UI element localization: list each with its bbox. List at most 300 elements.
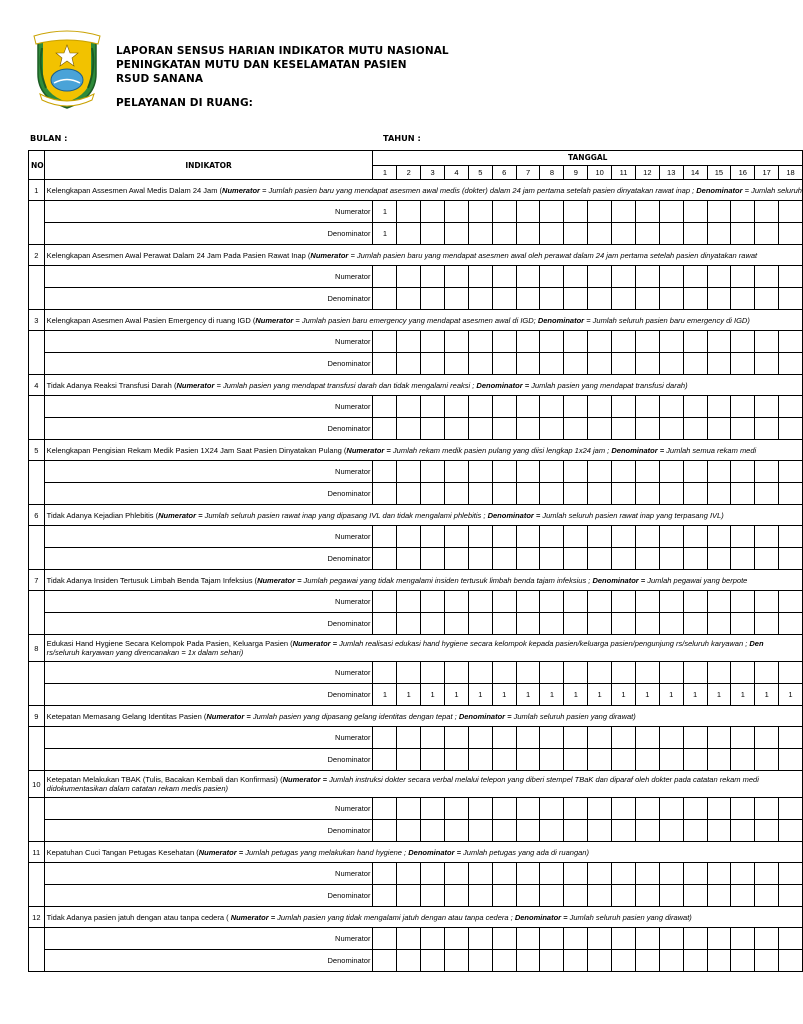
numerator-day-cell[interactable] <box>755 798 779 820</box>
numerator-day-cell[interactable] <box>516 662 540 684</box>
numerator-day-cell[interactable] <box>731 526 755 548</box>
numerator-day-cell[interactable] <box>397 201 421 223</box>
numerator-day-cell[interactable] <box>397 331 421 353</box>
denominator-day-cell[interactable] <box>659 885 683 907</box>
numerator-day-cell[interactable] <box>612 798 636 820</box>
denominator-day-cell[interactable] <box>421 950 445 972</box>
numerator-day-cell[interactable] <box>588 396 612 418</box>
numerator-day-cell[interactable] <box>635 331 659 353</box>
numerator-day-cell[interactable] <box>397 461 421 483</box>
numerator-day-cell[interactable] <box>659 331 683 353</box>
denominator-day-cell[interactable] <box>421 613 445 635</box>
numerator-day-cell[interactable] <box>707 662 731 684</box>
numerator-day-cell[interactable] <box>659 863 683 885</box>
numerator-day-cell[interactable] <box>540 266 564 288</box>
numerator-day-cell[interactable] <box>373 266 397 288</box>
numerator-day-cell[interactable] <box>373 928 397 950</box>
denominator-day-cell[interactable] <box>659 548 683 570</box>
denominator-day-cell[interactable] <box>635 749 659 771</box>
numerator-day-cell[interactable] <box>492 591 516 613</box>
numerator-day-cell[interactable] <box>612 396 636 418</box>
numerator-day-cell[interactable] <box>659 662 683 684</box>
numerator-day-cell[interactable] <box>421 526 445 548</box>
denominator-day-cell[interactable] <box>635 483 659 505</box>
denominator-day-cell[interactable] <box>683 223 707 245</box>
denominator-day-cell[interactable] <box>588 288 612 310</box>
numerator-day-cell[interactable] <box>659 928 683 950</box>
denominator-day-cell[interactable] <box>659 353 683 375</box>
numerator-day-cell[interactable] <box>635 526 659 548</box>
numerator-day-cell[interactable] <box>707 591 731 613</box>
denominator-day-cell[interactable] <box>397 483 421 505</box>
denominator-day-cell[interactable] <box>707 820 731 842</box>
numerator-day-cell[interactable] <box>421 662 445 684</box>
denominator-day-cell[interactable] <box>635 353 659 375</box>
denominator-day-cell[interactable] <box>492 353 516 375</box>
numerator-day-cell[interactable] <box>373 863 397 885</box>
denominator-day-cell[interactable] <box>421 483 445 505</box>
denominator-day-cell[interactable] <box>540 353 564 375</box>
numerator-day-cell[interactable] <box>683 526 707 548</box>
numerator-day-cell[interactable] <box>445 863 469 885</box>
numerator-day-cell[interactable] <box>516 461 540 483</box>
denominator-day-cell[interactable] <box>373 353 397 375</box>
numerator-day-cell[interactable] <box>540 201 564 223</box>
denominator-day-cell[interactable] <box>373 418 397 440</box>
numerator-day-cell[interactable] <box>612 928 636 950</box>
denominator-day-cell[interactable] <box>612 613 636 635</box>
numerator-day-cell[interactable] <box>635 928 659 950</box>
denominator-day-cell[interactable] <box>397 749 421 771</box>
numerator-day-cell[interactable] <box>635 266 659 288</box>
denominator-day-cell[interactable] <box>683 353 707 375</box>
numerator-day-cell[interactable] <box>445 928 469 950</box>
numerator-day-cell[interactable] <box>373 798 397 820</box>
denominator-day-cell[interactable] <box>468 950 492 972</box>
numerator-day-cell[interactable] <box>445 526 469 548</box>
denominator-day-cell[interactable] <box>731 749 755 771</box>
denominator-day-cell[interactable] <box>373 483 397 505</box>
numerator-day-cell[interactable] <box>635 798 659 820</box>
denominator-day-cell[interactable]: 1 <box>492 684 516 706</box>
denominator-day-cell[interactable] <box>659 950 683 972</box>
denominator-day-cell[interactable] <box>397 418 421 440</box>
denominator-day-cell[interactable] <box>421 548 445 570</box>
denominator-day-cell[interactable] <box>516 613 540 635</box>
denominator-day-cell[interactable] <box>492 613 516 635</box>
denominator-day-cell[interactable] <box>540 885 564 907</box>
denominator-day-cell[interactable] <box>468 613 492 635</box>
numerator-day-cell[interactable] <box>421 928 445 950</box>
denominator-day-cell[interactable]: 1 <box>516 684 540 706</box>
numerator-day-cell[interactable] <box>755 662 779 684</box>
denominator-day-cell[interactable] <box>564 353 588 375</box>
denominator-day-cell[interactable] <box>516 223 540 245</box>
numerator-day-cell[interactable] <box>516 396 540 418</box>
numerator-day-cell[interactable] <box>683 662 707 684</box>
denominator-day-cell[interactable] <box>492 749 516 771</box>
numerator-day-cell[interactable] <box>397 591 421 613</box>
denominator-day-cell[interactable] <box>445 353 469 375</box>
denominator-day-cell[interactable] <box>564 223 588 245</box>
numerator-day-cell[interactable] <box>612 526 636 548</box>
denominator-day-cell[interactable] <box>635 613 659 635</box>
denominator-day-cell[interactable] <box>373 749 397 771</box>
denominator-day-cell[interactable] <box>564 288 588 310</box>
numerator-day-cell[interactable] <box>421 396 445 418</box>
numerator-day-cell[interactable] <box>373 727 397 749</box>
denominator-day-cell[interactable] <box>683 418 707 440</box>
numerator-day-cell[interactable] <box>564 461 588 483</box>
denominator-day-cell[interactable] <box>779 353 803 375</box>
numerator-day-cell[interactable] <box>516 266 540 288</box>
numerator-day-cell[interactable] <box>397 662 421 684</box>
denominator-day-cell[interactable]: 1 <box>683 684 707 706</box>
denominator-day-cell[interactable]: 1 <box>731 684 755 706</box>
denominator-day-cell[interactable] <box>683 950 707 972</box>
numerator-day-cell[interactable] <box>635 863 659 885</box>
denominator-day-cell[interactable] <box>588 418 612 440</box>
denominator-day-cell[interactable] <box>421 223 445 245</box>
denominator-day-cell[interactable] <box>516 885 540 907</box>
denominator-day-cell[interactable] <box>588 885 612 907</box>
numerator-day-cell[interactable] <box>445 461 469 483</box>
denominator-day-cell[interactable] <box>564 483 588 505</box>
denominator-day-cell[interactable] <box>731 820 755 842</box>
numerator-day-cell[interactable] <box>445 591 469 613</box>
numerator-day-cell[interactable] <box>659 798 683 820</box>
denominator-day-cell[interactable] <box>612 418 636 440</box>
numerator-day-cell[interactable] <box>492 266 516 288</box>
denominator-day-cell[interactable] <box>707 288 731 310</box>
denominator-day-cell[interactable] <box>492 820 516 842</box>
numerator-day-cell[interactable] <box>635 201 659 223</box>
numerator-day-cell[interactable] <box>779 201 803 223</box>
numerator-day-cell[interactable] <box>564 662 588 684</box>
numerator-day-cell[interactable] <box>659 526 683 548</box>
numerator-day-cell[interactable] <box>707 798 731 820</box>
numerator-day-cell[interactable] <box>397 396 421 418</box>
numerator-day-cell[interactable] <box>659 266 683 288</box>
denominator-day-cell[interactable] <box>683 820 707 842</box>
denominator-day-cell[interactable] <box>468 820 492 842</box>
denominator-day-cell[interactable] <box>707 548 731 570</box>
denominator-day-cell[interactable] <box>731 950 755 972</box>
denominator-day-cell[interactable] <box>683 885 707 907</box>
denominator-day-cell[interactable] <box>397 548 421 570</box>
numerator-day-cell[interactable] <box>612 591 636 613</box>
denominator-day-cell[interactable] <box>492 950 516 972</box>
numerator-day-cell[interactable] <box>468 201 492 223</box>
denominator-day-cell[interactable] <box>445 749 469 771</box>
denominator-day-cell[interactable] <box>683 483 707 505</box>
numerator-day-cell[interactable] <box>421 727 445 749</box>
numerator-day-cell[interactable] <box>421 266 445 288</box>
denominator-day-cell[interactable] <box>588 749 612 771</box>
denominator-day-cell[interactable] <box>397 820 421 842</box>
numerator-day-cell[interactable] <box>731 591 755 613</box>
denominator-day-cell[interactable] <box>564 820 588 842</box>
denominator-day-cell[interactable] <box>492 418 516 440</box>
numerator-day-cell[interactable] <box>755 201 779 223</box>
numerator-day-cell[interactable] <box>755 526 779 548</box>
numerator-day-cell[interactable] <box>492 662 516 684</box>
numerator-day-cell[interactable] <box>540 662 564 684</box>
numerator-day-cell[interactable] <box>588 727 612 749</box>
numerator-day-cell[interactable] <box>540 461 564 483</box>
numerator-day-cell[interactable] <box>492 727 516 749</box>
denominator-day-cell[interactable] <box>755 548 779 570</box>
denominator-day-cell[interactable] <box>445 418 469 440</box>
denominator-day-cell[interactable] <box>373 613 397 635</box>
denominator-day-cell[interactable] <box>564 885 588 907</box>
numerator-day-cell[interactable] <box>492 396 516 418</box>
denominator-day-cell[interactable]: 1 <box>397 684 421 706</box>
numerator-day-cell[interactable] <box>779 266 803 288</box>
numerator-day-cell[interactable] <box>635 727 659 749</box>
numerator-day-cell[interactable] <box>659 461 683 483</box>
denominator-day-cell[interactable] <box>779 613 803 635</box>
numerator-day-cell[interactable] <box>516 798 540 820</box>
numerator-day-cell[interactable] <box>373 331 397 353</box>
numerator-day-cell[interactable] <box>516 727 540 749</box>
numerator-day-cell[interactable] <box>635 662 659 684</box>
numerator-day-cell[interactable] <box>421 798 445 820</box>
denominator-day-cell[interactable] <box>421 885 445 907</box>
denominator-day-cell[interactable] <box>445 885 469 907</box>
numerator-day-cell[interactable] <box>468 798 492 820</box>
denominator-day-cell[interactable] <box>373 820 397 842</box>
numerator-day-cell[interactable] <box>588 526 612 548</box>
denominator-day-cell[interactable] <box>755 353 779 375</box>
denominator-day-cell[interactable] <box>779 885 803 907</box>
denominator-day-cell[interactable] <box>707 353 731 375</box>
denominator-day-cell[interactable] <box>468 483 492 505</box>
numerator-day-cell[interactable] <box>779 461 803 483</box>
numerator-day-cell[interactable] <box>659 396 683 418</box>
numerator-day-cell[interactable] <box>516 201 540 223</box>
denominator-day-cell[interactable] <box>421 288 445 310</box>
denominator-day-cell[interactable] <box>707 483 731 505</box>
denominator-day-cell[interactable] <box>397 288 421 310</box>
denominator-day-cell[interactable] <box>516 749 540 771</box>
denominator-day-cell[interactable] <box>779 749 803 771</box>
denominator-day-cell[interactable] <box>707 613 731 635</box>
numerator-day-cell[interactable] <box>612 863 636 885</box>
numerator-day-cell[interactable] <box>540 331 564 353</box>
denominator-day-cell[interactable] <box>468 288 492 310</box>
denominator-day-cell[interactable] <box>779 418 803 440</box>
denominator-day-cell[interactable]: 1 <box>612 684 636 706</box>
numerator-day-cell[interactable] <box>397 266 421 288</box>
numerator-day-cell[interactable] <box>731 266 755 288</box>
denominator-day-cell[interactable] <box>731 613 755 635</box>
denominator-day-cell[interactable] <box>635 288 659 310</box>
numerator-day-cell[interactable]: 1 <box>373 201 397 223</box>
denominator-day-cell[interactable] <box>612 223 636 245</box>
numerator-day-cell[interactable] <box>588 266 612 288</box>
denominator-day-cell[interactable] <box>564 950 588 972</box>
numerator-day-cell[interactable] <box>397 798 421 820</box>
denominator-day-cell[interactable] <box>635 223 659 245</box>
denominator-day-cell[interactable] <box>540 288 564 310</box>
numerator-day-cell[interactable] <box>492 461 516 483</box>
numerator-day-cell[interactable] <box>397 863 421 885</box>
denominator-day-cell[interactable] <box>421 418 445 440</box>
denominator-day-cell[interactable] <box>659 749 683 771</box>
denominator-day-cell[interactable] <box>564 613 588 635</box>
numerator-day-cell[interactable] <box>731 201 755 223</box>
numerator-day-cell[interactable] <box>516 928 540 950</box>
numerator-day-cell[interactable] <box>564 798 588 820</box>
denominator-day-cell[interactable] <box>755 483 779 505</box>
numerator-day-cell[interactable] <box>445 201 469 223</box>
numerator-day-cell[interactable] <box>564 591 588 613</box>
numerator-day-cell[interactable] <box>659 201 683 223</box>
denominator-day-cell[interactable] <box>659 418 683 440</box>
numerator-day-cell[interactable] <box>540 591 564 613</box>
denominator-day-cell[interactable] <box>397 223 421 245</box>
numerator-day-cell[interactable] <box>683 201 707 223</box>
denominator-day-cell[interactable] <box>397 353 421 375</box>
numerator-day-cell[interactable] <box>373 461 397 483</box>
denominator-day-cell[interactable] <box>397 613 421 635</box>
numerator-day-cell[interactable] <box>516 591 540 613</box>
numerator-day-cell[interactable] <box>683 266 707 288</box>
numerator-day-cell[interactable] <box>421 201 445 223</box>
numerator-day-cell[interactable] <box>779 662 803 684</box>
numerator-day-cell[interactable] <box>564 526 588 548</box>
denominator-day-cell[interactable] <box>468 418 492 440</box>
numerator-day-cell[interactable] <box>564 396 588 418</box>
denominator-day-cell[interactable] <box>612 820 636 842</box>
denominator-day-cell[interactable] <box>468 885 492 907</box>
numerator-day-cell[interactable] <box>397 928 421 950</box>
numerator-day-cell[interactable] <box>373 662 397 684</box>
denominator-day-cell[interactable] <box>540 223 564 245</box>
numerator-day-cell[interactable] <box>492 798 516 820</box>
denominator-day-cell[interactable] <box>635 950 659 972</box>
numerator-day-cell[interactable] <box>707 526 731 548</box>
numerator-day-cell[interactable] <box>779 591 803 613</box>
denominator-day-cell[interactable] <box>707 885 731 907</box>
numerator-day-cell[interactable] <box>492 928 516 950</box>
denominator-day-cell[interactable]: 1 <box>445 684 469 706</box>
denominator-day-cell[interactable] <box>659 223 683 245</box>
numerator-day-cell[interactable] <box>755 331 779 353</box>
denominator-day-cell[interactable]: 1 <box>635 684 659 706</box>
denominator-day-cell[interactable] <box>683 613 707 635</box>
numerator-day-cell[interactable] <box>707 201 731 223</box>
denominator-day-cell[interactable] <box>492 885 516 907</box>
denominator-day-cell[interactable] <box>468 548 492 570</box>
numerator-day-cell[interactable] <box>445 331 469 353</box>
numerator-day-cell[interactable] <box>731 928 755 950</box>
denominator-day-cell[interactable] <box>707 418 731 440</box>
denominator-day-cell[interactable] <box>373 548 397 570</box>
denominator-day-cell[interactable] <box>516 820 540 842</box>
numerator-day-cell[interactable] <box>421 591 445 613</box>
denominator-day-cell[interactable] <box>612 548 636 570</box>
numerator-day-cell[interactable] <box>397 727 421 749</box>
numerator-day-cell[interactable] <box>564 331 588 353</box>
numerator-day-cell[interactable] <box>468 727 492 749</box>
numerator-day-cell[interactable] <box>564 727 588 749</box>
denominator-day-cell[interactable] <box>540 820 564 842</box>
denominator-day-cell[interactable]: 1 <box>707 684 731 706</box>
denominator-day-cell[interactable] <box>445 483 469 505</box>
numerator-day-cell[interactable] <box>588 798 612 820</box>
denominator-day-cell[interactable] <box>612 950 636 972</box>
numerator-day-cell[interactable] <box>492 331 516 353</box>
numerator-day-cell[interactable] <box>779 928 803 950</box>
denominator-day-cell[interactable] <box>373 885 397 907</box>
denominator-day-cell[interactable] <box>421 749 445 771</box>
numerator-day-cell[interactable] <box>516 863 540 885</box>
numerator-day-cell[interactable] <box>421 461 445 483</box>
numerator-day-cell[interactable] <box>755 461 779 483</box>
numerator-day-cell[interactable] <box>516 331 540 353</box>
numerator-day-cell[interactable] <box>707 396 731 418</box>
denominator-day-cell[interactable]: 1 <box>755 684 779 706</box>
numerator-day-cell[interactable] <box>540 526 564 548</box>
denominator-day-cell[interactable] <box>635 548 659 570</box>
denominator-day-cell[interactable] <box>635 820 659 842</box>
denominator-day-cell[interactable] <box>683 548 707 570</box>
numerator-day-cell[interactable] <box>683 928 707 950</box>
numerator-day-cell[interactable] <box>397 526 421 548</box>
numerator-day-cell[interactable] <box>635 396 659 418</box>
denominator-day-cell[interactable]: 1 <box>373 684 397 706</box>
denominator-day-cell[interactable] <box>492 548 516 570</box>
denominator-day-cell[interactable] <box>707 749 731 771</box>
denominator-day-cell[interactable] <box>612 749 636 771</box>
denominator-day-cell[interactable] <box>564 418 588 440</box>
denominator-day-cell[interactable] <box>588 483 612 505</box>
numerator-day-cell[interactable] <box>731 727 755 749</box>
denominator-day-cell[interactable] <box>373 288 397 310</box>
denominator-day-cell[interactable] <box>588 950 612 972</box>
numerator-day-cell[interactable] <box>707 266 731 288</box>
denominator-day-cell[interactable] <box>612 288 636 310</box>
denominator-day-cell[interactable]: 1 <box>540 684 564 706</box>
denominator-day-cell[interactable] <box>683 749 707 771</box>
numerator-day-cell[interactable] <box>755 266 779 288</box>
numerator-day-cell[interactable] <box>612 266 636 288</box>
numerator-day-cell[interactable] <box>468 461 492 483</box>
numerator-day-cell[interactable] <box>468 331 492 353</box>
denominator-day-cell[interactable] <box>516 483 540 505</box>
denominator-day-cell[interactable]: 1 <box>564 684 588 706</box>
numerator-day-cell[interactable] <box>731 331 755 353</box>
denominator-day-cell[interactable] <box>421 353 445 375</box>
denominator-day-cell[interactable] <box>731 548 755 570</box>
denominator-day-cell[interactable] <box>468 223 492 245</box>
numerator-day-cell[interactable] <box>468 396 492 418</box>
numerator-day-cell[interactable] <box>731 863 755 885</box>
numerator-day-cell[interactable] <box>516 526 540 548</box>
denominator-day-cell[interactable] <box>588 613 612 635</box>
denominator-day-cell[interactable] <box>445 288 469 310</box>
numerator-day-cell[interactable] <box>612 727 636 749</box>
numerator-day-cell[interactable] <box>373 526 397 548</box>
numerator-day-cell[interactable] <box>779 798 803 820</box>
numerator-day-cell[interactable] <box>492 201 516 223</box>
numerator-day-cell[interactable] <box>707 863 731 885</box>
numerator-day-cell[interactable] <box>421 863 445 885</box>
denominator-day-cell[interactable] <box>397 885 421 907</box>
numerator-day-cell[interactable] <box>731 662 755 684</box>
